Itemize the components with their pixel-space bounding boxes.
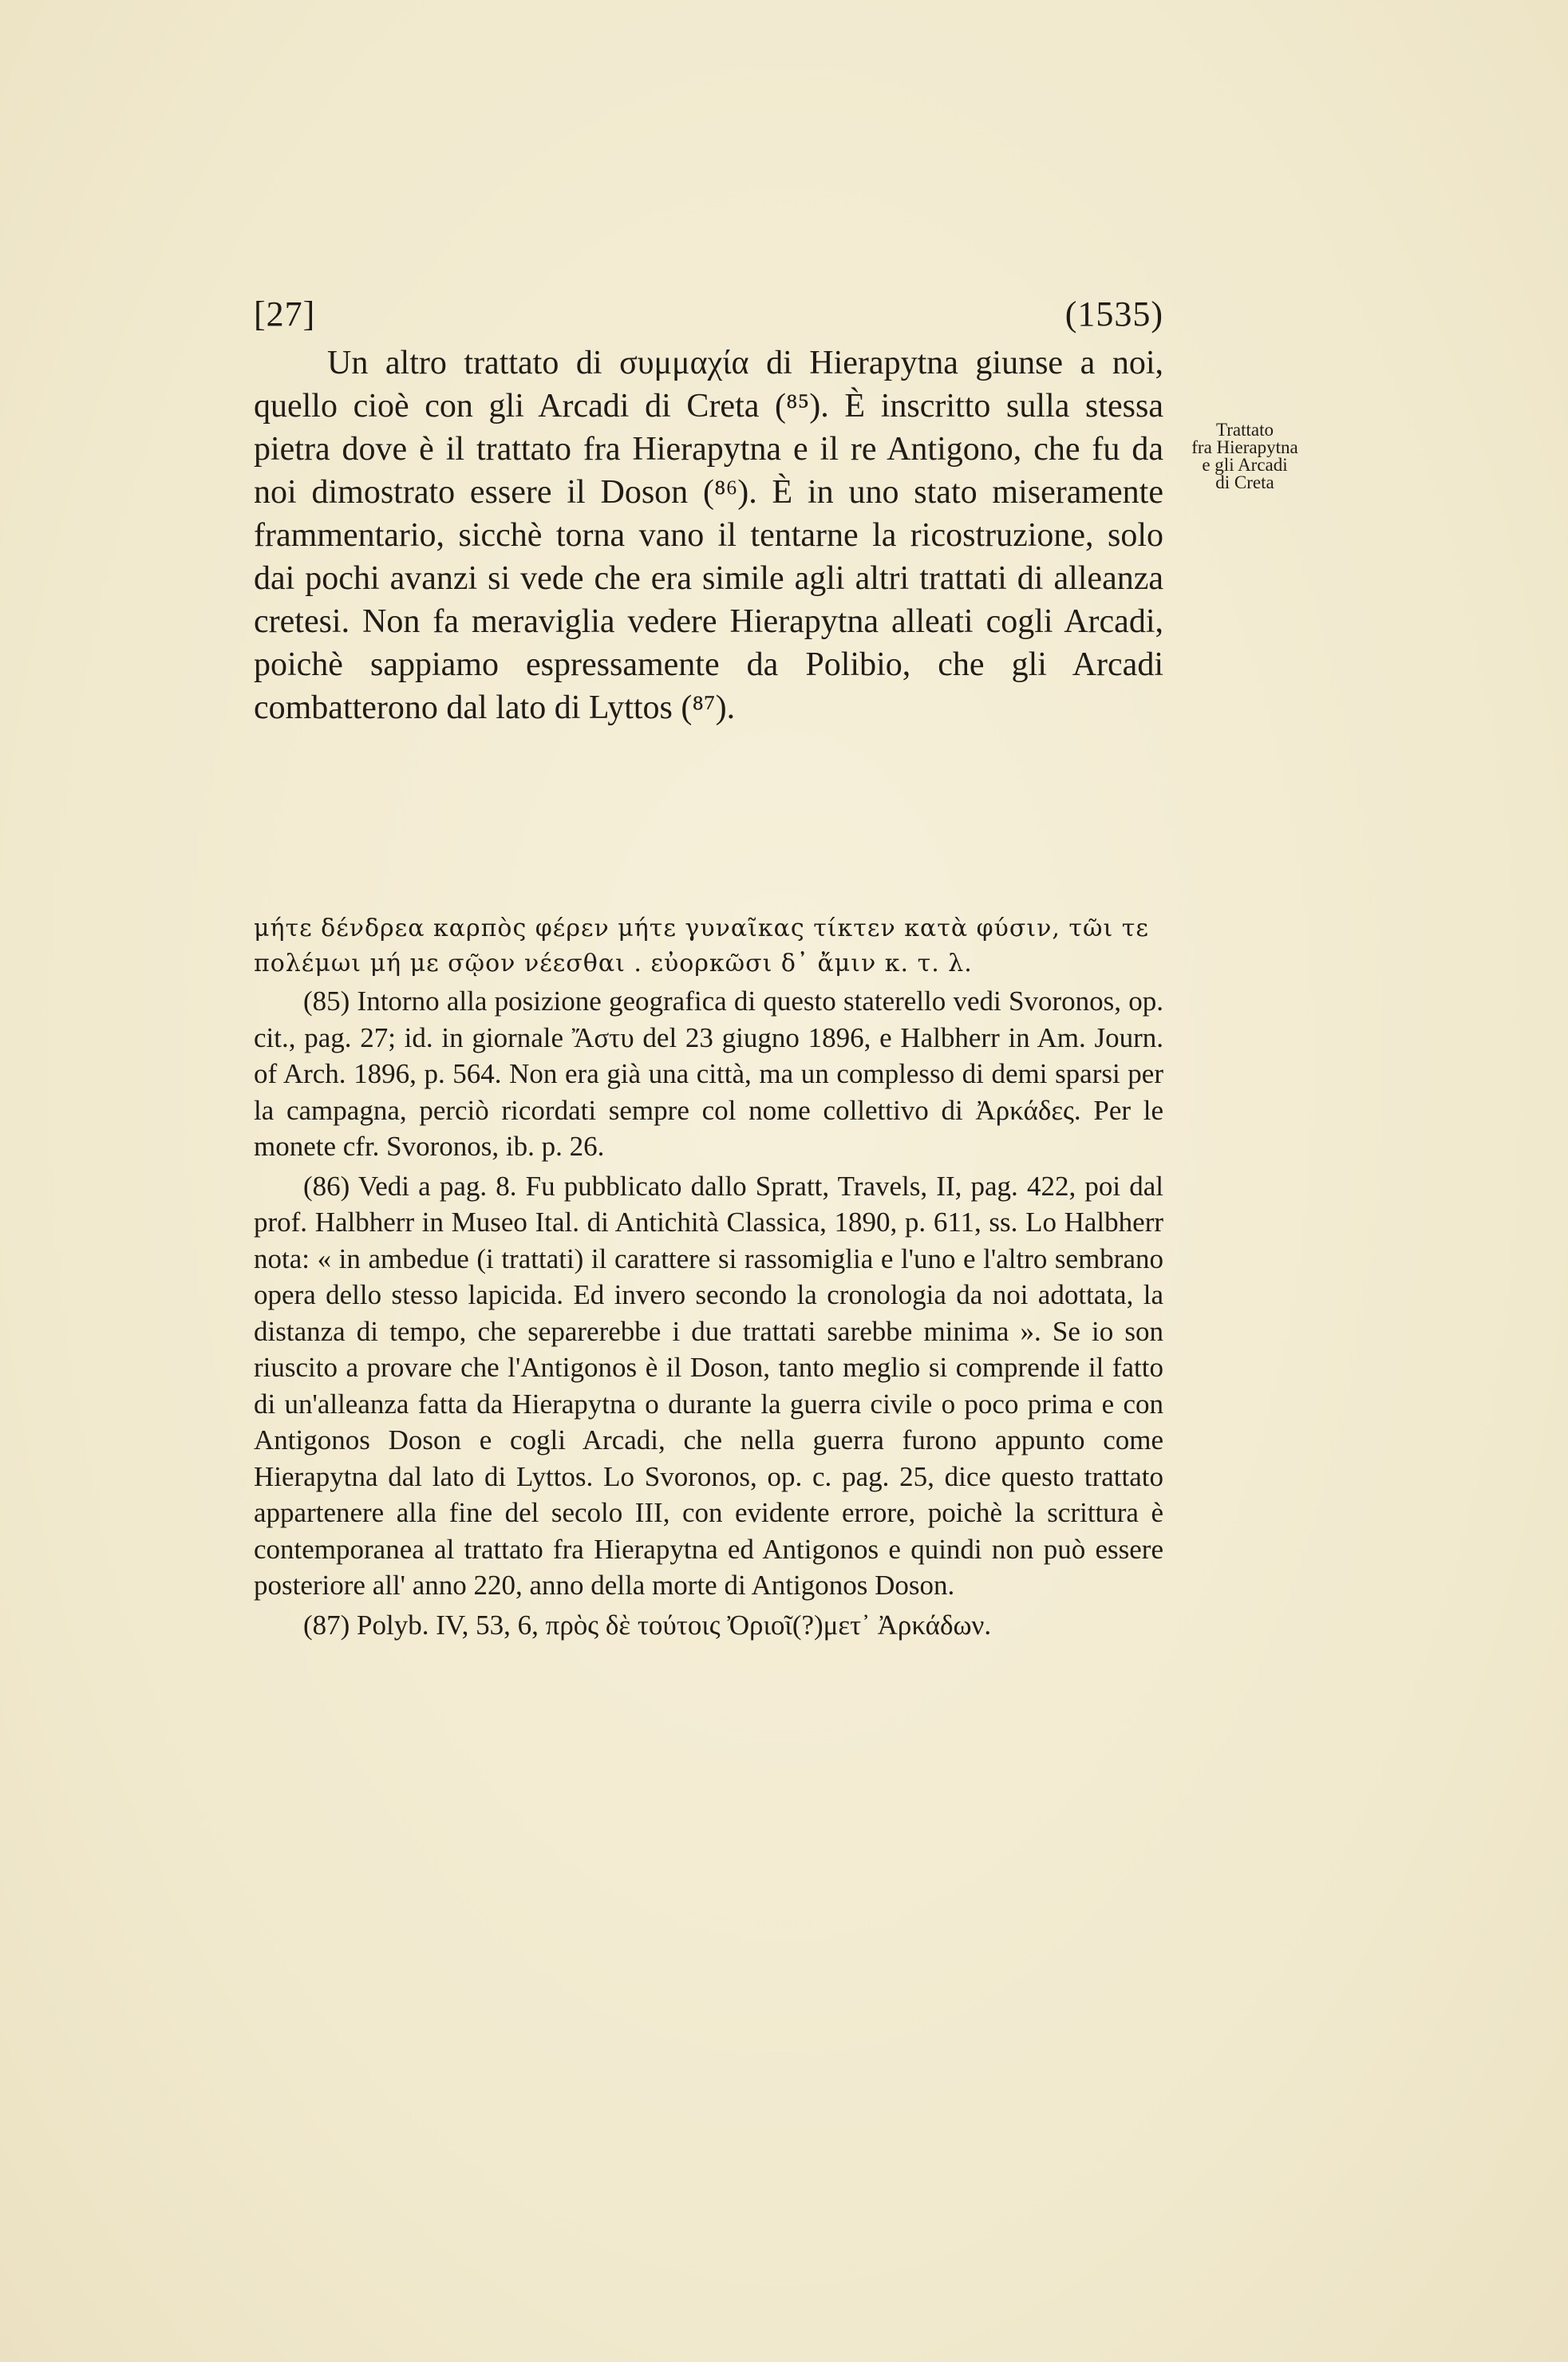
footnote-85: (85) Intorno alla posizione geografica di questo staterello vedi Svoronos, op. cit., pag. 27; id. in giornale Ἄστυ del 23 giugno 1896, e Halbherr in Am. Journ. of Arch. 1896, p. 564. Non era già una città, ma un complesso di demi sparsi per la campagna, perciò ricordati sempre col nome collettivo di Ἀρκάδες. Per le monete cfr. Svoronos, ib. p. 26. [254, 985, 1163, 1162]
footnote-86: (86) Vedi a pag. 8. Fu pubblicato dallo Spratt, Travels, II, pag. 422, poi dal prof. Halbherr in Museo Ital. di Antichità Classica, 1890, p. 611, ss. Lo Halbherr nota: « in ambedue (i trattati) il carattere si rassomiglia e l'uno e l'altro sembrano opera dello stesso lapicida. Ed invero secondo la cronologia da noi adottata, la distanza di tempo, che separerebbe i due trattati sarebbe minima ». Se io son riuscito a provare che l'Antigonos è il Doson, tanto meglio si comprende il fatto di un'alleanza fatta da Hierapytna o durante la guerra civile o poco prima e con Antigonos Doson e cogli Arcadi, che nella guerra furono appunto come Hierapytna dal lato di Lyttos. Lo Svoronos, op. c. pag. 25, dice questo trattato appartenere alla fine del secolo III, con evidente errore, poichè la scrittura è contemporanea al trattato fra Hierapytna ed Antigonos e quindi non può essere posteriore all' anno 220, anno della morte di Antigonos Doson. [254, 1170, 1163, 1601]
page-number-right: (1535) [1064, 294, 1163, 334]
page-number-left: [27] [254, 294, 316, 334]
greek-line-2: πολέμωι μή με σῷον νέεσθαι . εὐορκῶσι δ᾽ ἄμιν κ. τ. λ. [254, 950, 973, 978]
main-text [254, 342, 1163, 729]
margin-note [1173, 421, 1317, 492]
footnote-87: (87) Polyb. IV, 53, 6, πρὸς δὲ τούτοις Ὀριοῖ(?)μετ᾽ Ἀρκάδων. [303, 1609, 992, 1641]
main-paragraph: Un altro trattato di συμμαχία di Hierapytna giunse a noi, quello cioè con gli Arcadi di Creta (⁸⁵). È inscritto sulla stessa pietra dove è il trattato fra Hierapytna e il re Antigono, che fu da noi dimostrato essere il Doson (⁸⁶). È in uno stato miseramente frammentario, sicchè torna vano il tentarne la ricostruzione, solo dai pochi avanzi si vede che era simile agli altri trattati di alleanza cretesi. Non fa meraviglia vedere Hierapytna alleati cogli Arcadi, poichè sappiamo espressamente da Polibio, che gli Arcadi combatterono dal lato di Lyttos (⁸⁷). [254, 345, 1163, 726]
greek-line-1: μήτε δένδρεα καρπὸς φέρεν μήτε γυναῖκας τίκτεν κατὰ φύσιν, τῶι τε [254, 914, 1149, 942]
margin-note-line-3: e gli Arcadi [1202, 455, 1288, 475]
margin-note-line-4: di Creta [1215, 472, 1274, 492]
running-header [254, 294, 1163, 334]
greek-quotation [254, 911, 1163, 982]
margin-note-line-2: fra Hierapytna [1191, 437, 1298, 457]
footnotes [254, 983, 1163, 1646]
margin-note-line-1: Trattato [1216, 420, 1274, 440]
